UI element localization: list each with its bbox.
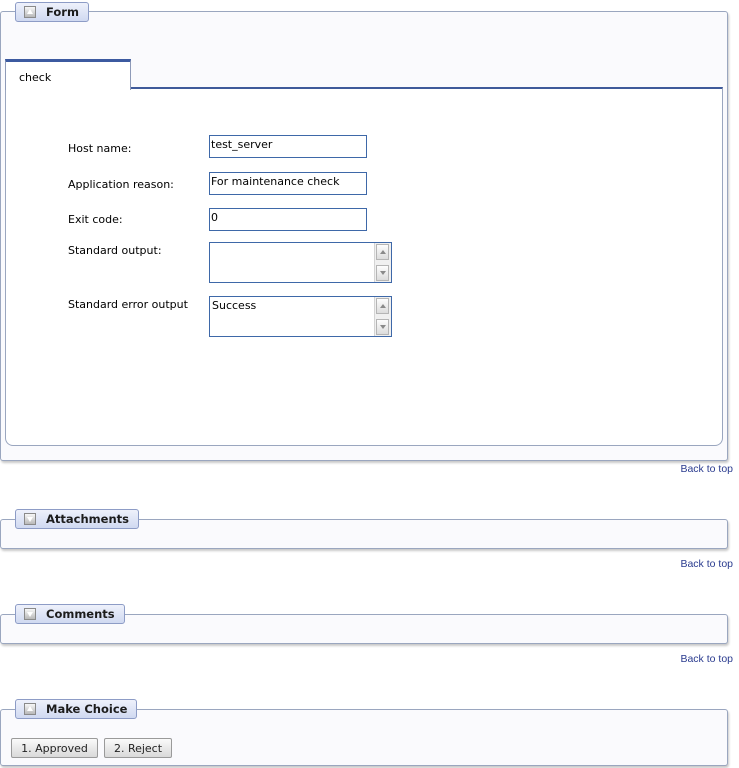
expand-down-icon[interactable]	[24, 608, 36, 620]
scroll-down-icon[interactable]	[376, 265, 389, 281]
form-legend-label: Form	[46, 5, 79, 19]
approved-button[interactable]: 1. Approved	[11, 738, 98, 758]
tab-check-label: check	[19, 71, 52, 84]
comments-legend[interactable]	[15, 604, 125, 624]
scrollbar[interactable]	[374, 297, 391, 336]
standard-error-output-label: Standard error output	[68, 298, 188, 311]
attachments-legend-label: Attachments	[46, 512, 129, 526]
host-name-label: Host name:	[68, 142, 132, 155]
application-reason-label: Application reason:	[68, 178, 174, 191]
expand-down-icon[interactable]	[24, 513, 36, 525]
collapse-up-icon[interactable]	[24, 703, 36, 715]
reject-button[interactable]: 2. Reject	[104, 738, 172, 758]
scroll-up-icon[interactable]	[376, 244, 389, 260]
make-choice-legend-label: Make Choice	[46, 702, 128, 716]
make-choice-legend[interactable]	[15, 699, 137, 719]
form-legend[interactable]	[15, 2, 89, 22]
exit-code-label: Exit code:	[68, 213, 123, 226]
scroll-down-icon[interactable]	[376, 319, 389, 335]
standard-error-output-text: Success	[212, 299, 257, 312]
scrollbar[interactable]	[374, 243, 391, 282]
back-to-top-link[interactable]: Back to top	[680, 463, 733, 475]
back-to-top-link[interactable]: Back to top	[680, 653, 733, 665]
exit-code-input[interactable]: 0	[209, 208, 367, 231]
standard-error-output-textarea[interactable]	[209, 296, 392, 337]
collapse-up-icon[interactable]	[24, 6, 36, 18]
host-name-input[interactable]: test_server	[209, 135, 367, 158]
attachments-legend[interactable]	[15, 509, 139, 529]
standard-output-label: Standard output:	[68, 244, 162, 257]
tab-check[interactable]	[5, 59, 131, 90]
back-to-top-link[interactable]: Back to top	[680, 558, 733, 570]
scroll-up-icon[interactable]	[376, 298, 389, 314]
standard-output-textarea[interactable]	[209, 242, 392, 283]
comments-legend-label: Comments	[46, 607, 115, 621]
application-reason-input[interactable]: For maintenance check	[209, 172, 367, 195]
